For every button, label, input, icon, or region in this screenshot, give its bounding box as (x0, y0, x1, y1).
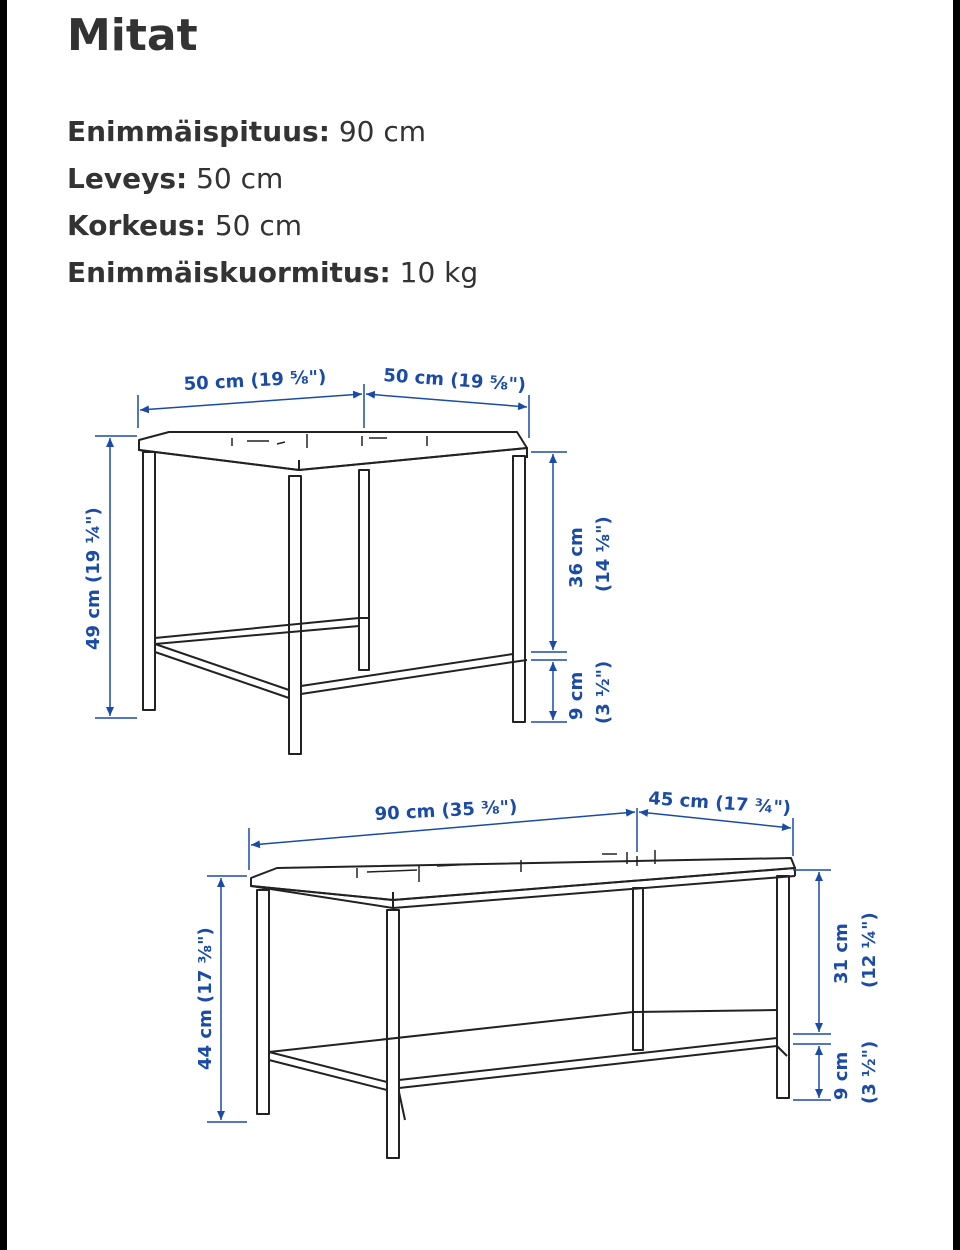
side-table-width-right-label: 50 cm (19 ⅝") (382, 365, 527, 396)
spec-label: Leveys: (67, 162, 188, 195)
coffee-table-height-upper-cm-label: 31 cm (831, 923, 852, 984)
spec-value: 10 kg (399, 256, 479, 289)
page-title: Mitat (67, 10, 198, 61)
side-table-height-total-label: 49 cm (19 ¼") (83, 507, 104, 650)
coffee-table-length-label: 90 cm (35 ⅜") (374, 796, 518, 825)
side-table-dimension-lines (95, 384, 567, 722)
side-table-dimension-labels (83, 365, 614, 724)
side-table-drawing (139, 432, 527, 754)
coffee-table-height-upper-in-label: (12 ¼") (859, 912, 880, 988)
spec-value: 50 cm (196, 162, 284, 195)
coffee-table-drawing (251, 850, 795, 1158)
spec-value: 50 cm (214, 209, 303, 242)
side-table-height-lower-cm-label: 9 cm (566, 671, 587, 720)
spec-label: Enimmäispituus: (67, 115, 330, 148)
spec-value: 90 cm (338, 115, 427, 148)
coffee-table-height-lower-in-label: (3 ½") (859, 1040, 880, 1104)
side-table-width-left-label: 50 cm (19 ⅝") (183, 366, 327, 395)
coffee-table-height-total-label: 44 cm (17 ⅜") (195, 927, 216, 1070)
spec-label: Enimmäiskuormitus: (67, 256, 391, 289)
product-dimensions-page (7, 0, 953, 1250)
side-table-height-upper-cm-label: 36 cm (566, 527, 587, 588)
coffee-table-depth-label: 45 cm (17 ¾") (647, 788, 792, 819)
spec-label: Korkeus: (67, 209, 206, 242)
coffee-table-height-lower-cm-label: 9 cm (831, 1051, 852, 1100)
dimension-diagrams (7, 0, 953, 1250)
side-table-height-lower-in-label: (3 ½") (593, 660, 614, 724)
side-table-height-upper-in-label: (14 ⅛") (593, 516, 614, 592)
